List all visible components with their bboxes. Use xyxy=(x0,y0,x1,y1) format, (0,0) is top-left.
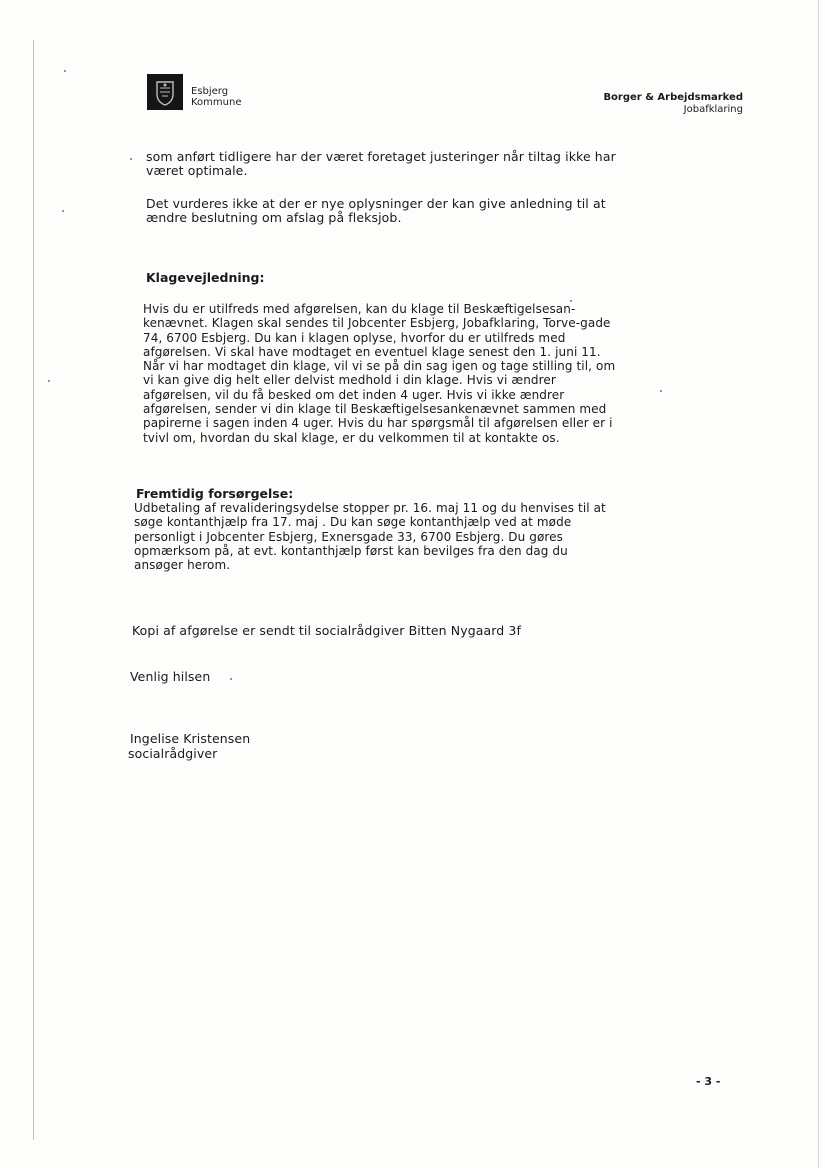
scan-edge-right xyxy=(818,0,819,1168)
sub-department-name: Jobafklaring xyxy=(683,104,743,115)
copy-note: Kopi af afgørelse er sendt til socialrådgiver Bitten Nygaard 3f xyxy=(132,623,521,638)
scan-speck xyxy=(230,678,232,680)
org-line-1: Esbjerg xyxy=(191,86,229,97)
scan-edge-left xyxy=(33,40,34,1140)
coat-of-arms-icon xyxy=(147,74,183,110)
klage-heading: Klagevejledning: xyxy=(146,270,265,285)
scan-speck xyxy=(570,300,572,302)
scan-speck xyxy=(660,390,662,392)
org-line-2: Kommune xyxy=(191,97,242,108)
department-block xyxy=(603,92,743,116)
municipality-logo xyxy=(147,74,242,110)
scan-speck xyxy=(62,210,64,212)
signer-name: Ingelise Kristensen xyxy=(130,731,251,746)
paragraph-vurdering: Det vurderes ikke at der er nye oplysninger der kan give anledning til at ændre beslutning om afslag på fleksjob. xyxy=(146,196,606,225)
signer-title: socialrådgiver xyxy=(128,746,218,761)
klage-text: Hvis du er utilfreds med afgørelsen, kan du klage til Beskæftigelsesan-kenævnet. Klagen skal sendes til Jobcenter Esbjerg, Jobafklaring, Torve-gade 74, 6700 Esbjerg. Du kan i klagen oplyse, hvorfor du er utilfreds med afgørelsen. Vi skal have modtaget en eventuel klage senest den 1. juni 11. Når vi har modtaget din klage, vil vi se på din sag igen og tage stilling til, om vi kan give dig helt eller delvist medhold i din klage. Hvis vi ændrer afgørelsen, vil du få besked om det inden 4 uger. Hvis vi ikke ændrer afgørelsen, sender vi din klage til Beskæftigelsesankenævnet sammen med papirerne i sagen inden 4 uger. Hvis du har spørgsmål til afgørelsen eller er i tvivl om, hvordan du skal klage, er du velkommen til at kontakte os. xyxy=(143,302,616,445)
forsorgelse-text: Udbetaling af revalideringsydelse stopper pr. 16. maj 11 og du henvises til at søge kontanthjælp fra 17. maj . Du kan søge kontanthjælp ved at møde personligt i Jobcenter Esbjerg, Exnersgade 33, 6700 Esbjerg. Du gøres opmærksom på, at evt. kontanthjælp først kan bevilges fra den dag du ansøger herom. xyxy=(134,501,606,573)
greeting: Venlig hilsen xyxy=(130,669,211,684)
municipality-name xyxy=(191,86,242,108)
department-name: Borger & Arbejdsmarked xyxy=(603,92,743,103)
paragraph-justeringer: som anført tidligere har der været foretaget justeringer når tiltag ikke har været optimale. xyxy=(146,149,616,178)
forsorgelse-heading: Fremtidig forsørgelse: xyxy=(136,486,294,501)
page-number: - 3 - xyxy=(696,1075,721,1088)
scan-speck xyxy=(130,158,132,160)
scan-speck xyxy=(48,380,50,382)
scan-speck xyxy=(64,70,66,72)
